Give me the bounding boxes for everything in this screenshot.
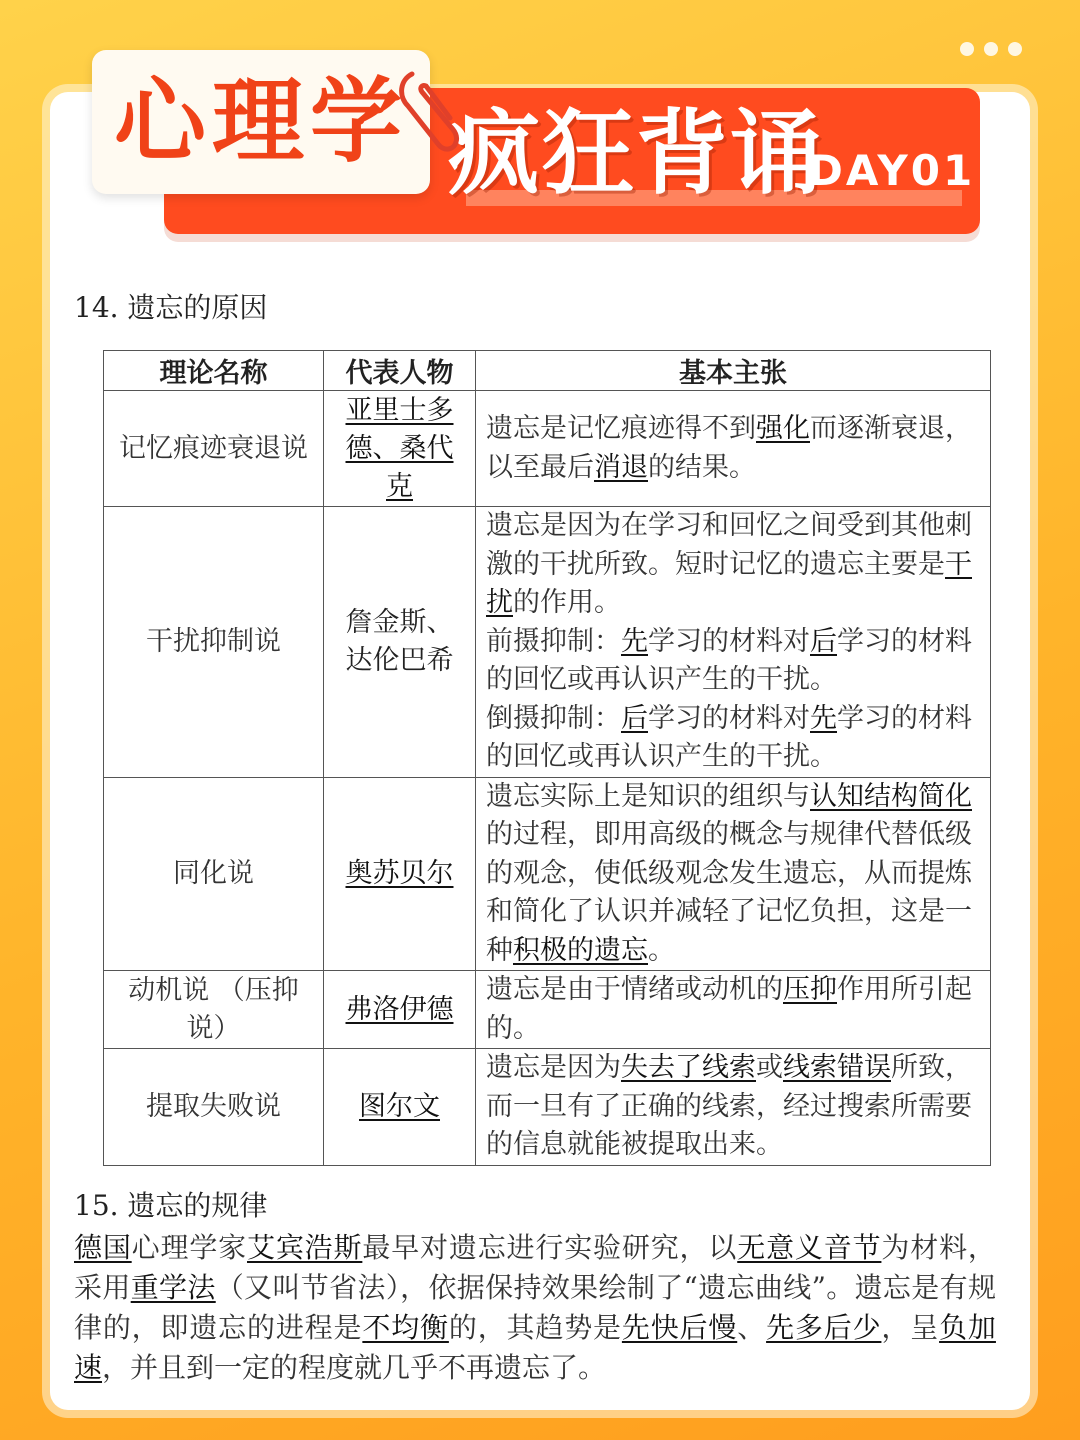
text-segment: 遗忘是因为: [486, 1052, 621, 1083]
paperclip-icon: [392, 66, 462, 156]
text-segment: 而逐渐衰退，以至最后: [486, 413, 972, 483]
column-header: 基本主张: [476, 351, 991, 391]
representative-name: 奥苏贝尔: [345, 857, 454, 889]
key-term: 强化: [756, 413, 810, 444]
key-term: 后: [621, 702, 648, 734]
representative: [324, 391, 476, 507]
representative-name: 亚里士多德、桑代克: [345, 394, 454, 502]
text-segment: 倒摄抑制：: [486, 702, 621, 734]
text-segment: ，并且到一定的程度就几乎不再遗忘了。: [102, 1351, 607, 1384]
representative: 詹金斯、达伦巴希: [324, 507, 476, 778]
dot-decoration: [960, 42, 974, 56]
key-term: 先: [621, 625, 648, 657]
key-term: 德国: [74, 1231, 132, 1264]
key-term: 失去了线索: [621, 1052, 756, 1083]
theory-description: [476, 391, 991, 507]
text-segment: 前摄抑制：: [486, 625, 621, 657]
text-segment: 学习的材料对: [648, 625, 810, 657]
representative: [324, 971, 476, 1049]
representative: [324, 777, 476, 971]
theory-name: 记忆痕迹衰退说: [104, 391, 324, 507]
table-row: [104, 391, 991, 507]
title-main: 心理学: [113, 68, 408, 175]
table-row: [104, 777, 991, 971]
key-term: 先多后少: [766, 1311, 882, 1344]
title-label-card: [92, 50, 430, 194]
representative-name: 弗洛伊德: [345, 993, 454, 1025]
text-segment: 遗忘是由于情绪或动机的: [486, 974, 783, 1005]
column-header: 代表人物: [324, 351, 476, 391]
section-heading-patterns: 15. 遗忘的规律: [74, 1189, 268, 1222]
key-term: 压抑: [783, 974, 837, 1005]
text-segment: 遗忘实际上是知识的组织与: [486, 780, 810, 812]
text-segment: 最早对遗忘进行实验研究，以: [362, 1231, 738, 1264]
dot-decoration: [984, 42, 998, 56]
forgetting-causes-table: [103, 350, 991, 1166]
key-term: 线索错误: [783, 1052, 891, 1083]
key-term: 无意义音节: [737, 1231, 882, 1264]
key-term: 艾宾浩斯: [247, 1231, 363, 1264]
theory-description: [476, 1049, 991, 1166]
table-row: [104, 971, 991, 1049]
column-header: 理论名称: [104, 351, 324, 391]
table-row: [104, 507, 991, 778]
text-segment: 遗忘是因为在学习和回忆之间受到其他刺激的干扰所致。短时记忆的遗忘主要是: [486, 510, 972, 580]
decorative-dots: [960, 42, 1022, 56]
text-segment: 、: [737, 1311, 767, 1344]
key-term: 先: [810, 702, 837, 734]
key-term: 干扰: [486, 548, 972, 618]
text-segment: 的结果。: [648, 451, 756, 483]
dot-decoration: [1008, 42, 1022, 56]
theory-name: 干扰抑制说: [104, 507, 324, 778]
text-segment: 学习的材料对: [648, 702, 810, 734]
text-segment: 作用所引起的。: [486, 974, 972, 1044]
theory-description: [476, 507, 991, 778]
key-term: 消退: [594, 451, 648, 483]
theory-description: [476, 777, 991, 971]
text-segment: 或: [756, 1052, 783, 1083]
text-segment: 。: [648, 934, 675, 966]
text-segment: （又叫节省法），依据保持效果绘制了“遗忘曲线”。遗忘是有规律的，即遗忘的进程是: [74, 1271, 996, 1344]
key-term: 先快后慢: [621, 1311, 738, 1344]
title-subtitle: 疯狂背诵: [448, 100, 825, 207]
day-badge: DAY01: [808, 146, 976, 195]
text-segment: 学习的材料的回忆或再认识产生的干扰。: [486, 702, 972, 772]
text-segment: 心理学家: [131, 1231, 248, 1264]
theory-description: [476, 971, 991, 1049]
table-row: [104, 1049, 991, 1166]
text-segment: 遗忘是记忆痕迹得不到: [486, 413, 756, 444]
representative-name: 图尔文: [359, 1090, 440, 1122]
forgetting-patterns-paragraph: [74, 1228, 996, 1388]
text-segment: 的作用。: [513, 587, 621, 618]
key-term: 积极的遗忘: [513, 934, 648, 966]
text-segment: 学习的材料的回忆或再认识产生的干扰。: [486, 625, 972, 695]
text-segment: 的，其趋势是: [448, 1311, 622, 1344]
key-term: 不均衡: [362, 1311, 449, 1344]
key-term: 认知结构简化: [810, 780, 972, 812]
text-segment: ，呈: [881, 1311, 940, 1344]
representative: [324, 1049, 476, 1166]
text-segment: 为材料，采用: [74, 1231, 996, 1304]
key-term: 负加速: [74, 1311, 996, 1384]
theory-name: 同化说: [104, 777, 324, 971]
theory-name: 动机说 （压抑说）: [104, 971, 324, 1049]
text-segment: 的过程，即用高级的概念与规律代替低级的观念，使低级观念发生遗忘，从而提炼和简化了认识并减轻了记忆负担，这是一种: [486, 819, 972, 966]
key-term: 后: [810, 625, 837, 657]
theory-name: 提取失败说: [104, 1049, 324, 1166]
section-heading-causes: 14. 遗忘的原因: [74, 291, 268, 324]
text-segment: 所致，而一旦有了正确的线索，经过搜索所需要的信息就能被提取出来。: [486, 1052, 972, 1160]
table-header-row: [104, 351, 991, 391]
key-term: 重学法: [130, 1271, 216, 1304]
